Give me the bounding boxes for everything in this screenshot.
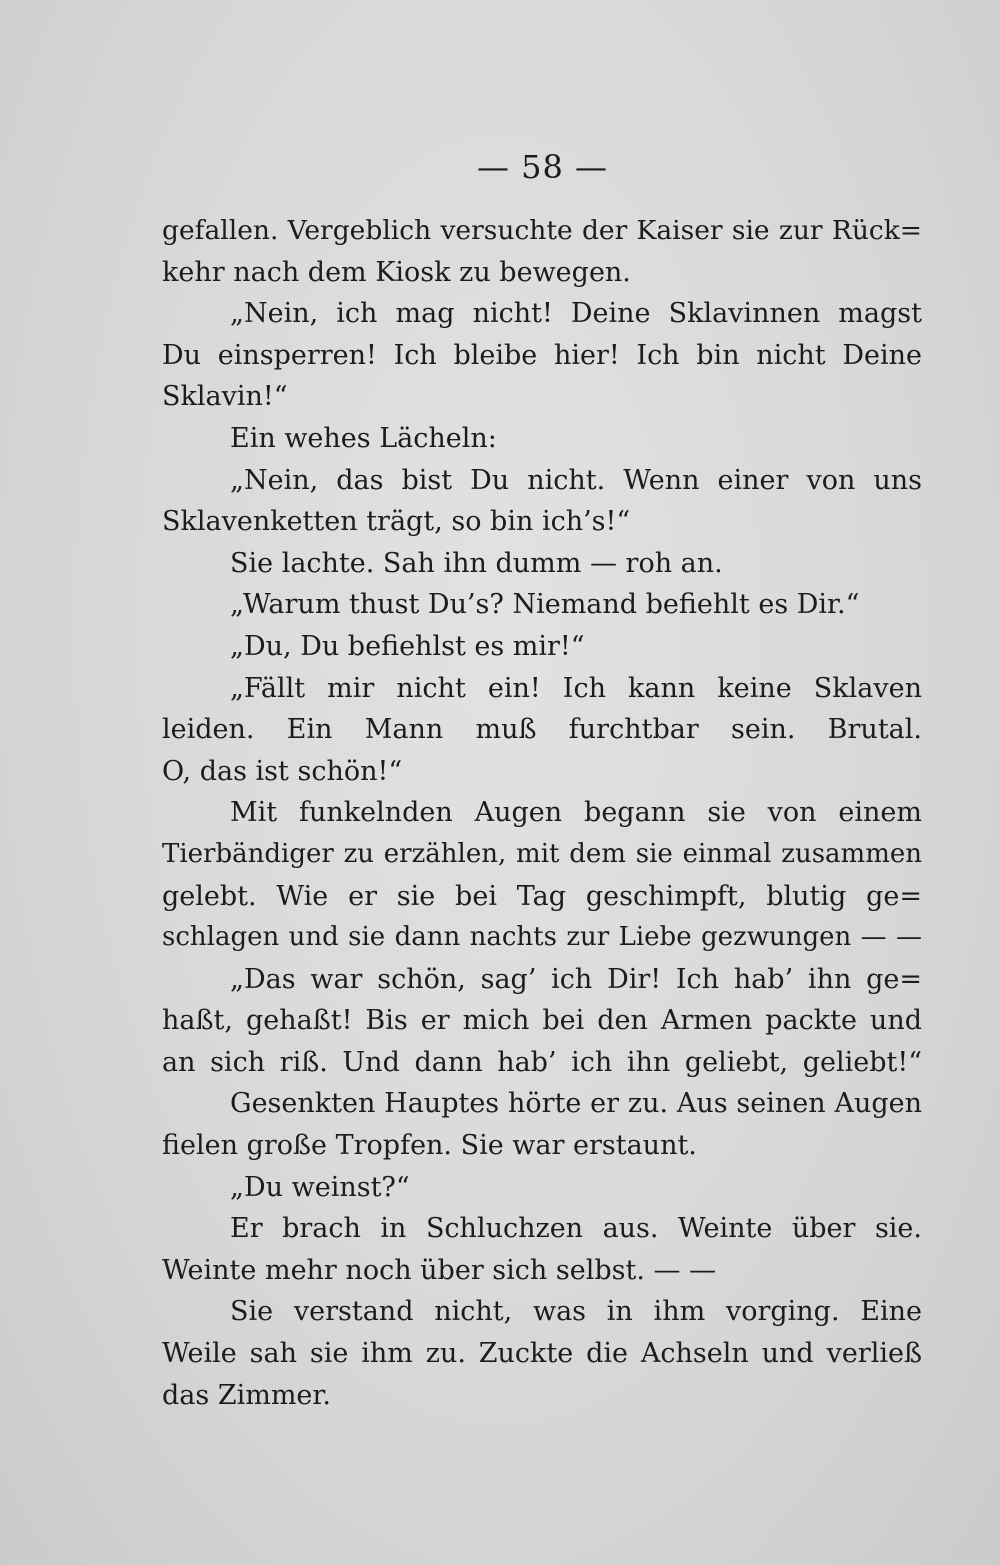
text-line: „Nein, ich mag nicht! Deine Sklavinnen magst [230,298,922,330]
text-line: schlagen und sie dann nachts zur Liebe gezwungen — — [162,922,922,953]
text-line: „Warum thust Du’s? Niemand befiehlt es Dir.“ [230,589,860,621]
text-line: gefallen. Vergeblich versuchte der Kaiser sie zur Rück= [162,215,922,246]
text-line: O, das ist schön!“ [162,755,403,787]
text-line: Sie lachte. Sah ihn dumm — roh an. [230,547,723,579]
text-line: „Das war schön, sag’ ich Dir! Ich hab’ ihn ge= [230,963,922,995]
text-line: Weinte mehr noch über sich selbst. — — [162,1254,717,1286]
page-number: — 58 — [476,148,609,186]
text-line: „Du, Du befiehlst es mir!“ [230,630,585,662]
text-line: gelebt. Wie er sie bei Tag geschimpft, blutig ge= [162,880,922,912]
text-line: Tierbändiger zu erzählen, mit dem sie einmal zusammen [162,838,922,869]
text-line: „Nein, das bist Du nicht. Wenn einer von uns [230,464,922,496]
text-line: haßt, gehaßt! Bis er mich bei den Armen packte und [162,1005,922,1037]
text-line: „Fällt mir nicht ein! Ich kann keine Sklaven [230,672,922,704]
text-line: an sich riß. Und dann hab’ ich ihn geliebt, geliebt!“ [162,1046,922,1078]
text-line: Weile sah sie ihm zu. Zuckte die Achseln und verließ [162,1338,922,1370]
text-line: Sklavin!“ [162,381,288,413]
text-line: Er brach in Schluchzen aus. Weinte über sie. [230,1213,922,1245]
text-line: Ein wehes Lächeln: [230,422,497,454]
text-line: Sie verstand nicht, was in ihm vorging. Eine [230,1296,922,1328]
text-line: Sklavenketten trägt, so bin ich’s!“ [162,506,631,538]
text-line: kehr nach dem Kiosk zu bewegen. [162,256,631,288]
body-text [162,210,922,1416]
text-line: fielen große Tropfen. Sie war erstaunt. [162,1130,697,1162]
text-line: Du einsperren! Ich bleibe hier! Ich bin nicht Deine [162,339,922,371]
text-line: das Zimmer. [162,1379,331,1411]
text-line: Mit funkelnden Augen begann sie von einem [230,797,922,829]
text-line: Gesenkten Hauptes hörte er zu. Aus seinen Augen [230,1088,922,1120]
text-line: „Du weinst?“ [230,1171,410,1203]
text-line: leiden. Ein Mann muß furchtbar sein. Brutal. [162,714,922,746]
